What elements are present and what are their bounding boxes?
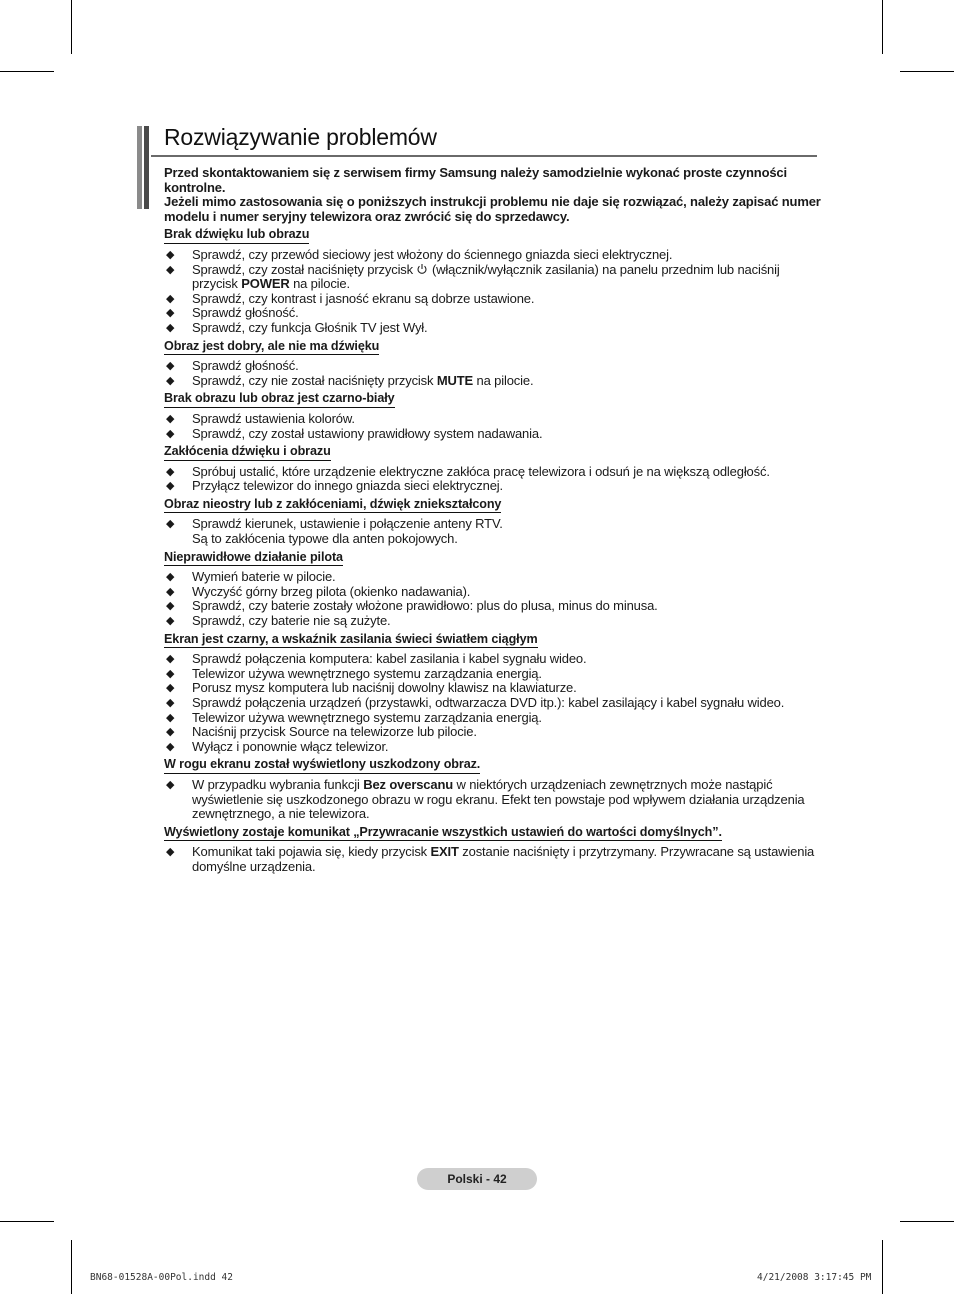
diamond-bullet-icon: ◆ [166, 667, 175, 680]
section-heading: Nieprawidłowe działanie pilota [164, 550, 343, 567]
troubleshooting-section [164, 336, 824, 389]
list-item [164, 614, 824, 629]
crop-mark [71, 0, 72, 54]
troubleshooting-section [164, 441, 824, 494]
bullet-list [164, 570, 824, 628]
item-continuation: Są to zakłócenia typowe dla anten pokojowych. [192, 531, 458, 547]
list-item [164, 292, 824, 307]
item-text: Sprawdź, czy kontrast i jasność ekranu są dobrze ustawione. [192, 290, 535, 306]
diamond-bullet-icon: ◆ [166, 427, 175, 440]
list-item [164, 681, 824, 696]
item-keyword: EXIT [430, 844, 459, 860]
item-text: Sprawdź, czy został naciśnięty przycisk [192, 261, 414, 277]
list-item [164, 248, 824, 263]
section-heading: Obraz nieostry lub z zakłóceniami, dźwięk zniekształcony [164, 497, 501, 514]
bullet-list [164, 248, 824, 336]
diamond-bullet-icon: ◆ [166, 697, 175, 709]
section-heading: Zakłócenia dźwięku i obrazu [164, 444, 331, 461]
item-text: na pilocie. [293, 276, 350, 292]
item-text: Sprawdź, czy baterie nie są zużyte. [192, 613, 391, 629]
list-item [164, 740, 824, 755]
section-heading: Brak obrazu lub obraz jest czarno-biały [164, 391, 395, 408]
list-item [164, 412, 824, 427]
list-item [164, 599, 824, 614]
item-text: Telewizor używa wewnętrznego systemu zarządzania energią. [192, 665, 542, 681]
item-keyword: Bez overscanu [363, 776, 454, 792]
diamond-bullet-icon: ◆ [166, 711, 175, 724]
list-item [164, 667, 824, 682]
list-item [164, 845, 824, 874]
list-item [164, 479, 824, 494]
item-text: Wymień baterie w pilocie. [192, 569, 336, 585]
sections [164, 224, 824, 874]
list-item [164, 711, 824, 726]
section-heading: Ekran jest czarny, a wskaźnik zasilania świeci światłem ciągłym [164, 632, 538, 649]
print-datetime: 4/21/2008 3:17:45 PM [757, 1272, 872, 1283]
item-text: Sprawdź kierunek, ustawienie i połączenie anteny RTV. [192, 516, 503, 532]
intro-line-2: Jeżeli mimo zastosowania się o poniższych instrukcji problemu nie daje się rozwiązać, należy zapisać numer modelu i numer seryjny telewizora oraz zwrócić się do sprzedawcy. [164, 194, 821, 224]
item-text: w niektórych urządzeniach zewnętrznych może nastąpić wyświetlenie się uszkodzonego obrazu w rogu ekranu. Efekt ten powstaje pod wpływem działania urządzenia zewnętrznego, a nie telewizora. [192, 776, 805, 822]
item-text: Sprawdź, czy baterie zostały włożone prawidłowo: plus do plusa, minus do minusa. [192, 598, 658, 614]
item-text: Spróbuj ustalić, które urządzenie elektryczne zakłóca pracę telewizora i odsuń je na większą odległość. [192, 463, 770, 479]
diamond-bullet-icon: ◆ [166, 518, 175, 531]
crop-mark [882, 0, 883, 54]
troubleshooting-section [164, 547, 824, 629]
item-text: W przypadku wybrania funkcji [192, 776, 360, 792]
diamond-bullet-icon: ◆ [166, 374, 175, 387]
item-text: Przyłącz telewizor do innego gniazda sieci elektrycznej. [192, 478, 503, 494]
list-item [164, 359, 824, 374]
item-keyword: MUTE [436, 372, 474, 388]
diamond-bullet-icon: ◆ [166, 778, 175, 791]
item-text: Sprawdź, czy przewód sieciowy jest włożony do ściennego gniazda sieci elektrycznej. [192, 246, 673, 262]
file-info: BN68-01528A-00Pol.indd 42 [90, 1272, 233, 1283]
troubleshooting-section [164, 754, 824, 821]
page-number-badge: Polski - 42 [417, 1168, 537, 1190]
item-text: Sprawdź połączenia urządzeń (przystawki, odtwarzacza DVD itp.): kabel zasilający i kabel sygnału wideo. [192, 695, 785, 710]
list-item [164, 696, 824, 711]
item-text: Sprawdź połączenia komputera: kabel zasilania i kabel sygnału wideo. [192, 651, 587, 667]
crop-mark [71, 1240, 72, 1294]
list-item [164, 263, 824, 292]
page-title: Rozwiązywanie problemów [164, 124, 437, 150]
section-heading: Obraz jest dobry, ale nie ma dźwięku [164, 339, 379, 356]
diamond-bullet-icon: ◆ [166, 465, 175, 478]
item-text: Sprawdź, czy nie został naciśnięty przycisk [192, 372, 434, 388]
crop-mark [0, 71, 54, 72]
diamond-bullet-icon: ◆ [166, 412, 175, 425]
item-text: Telewizor używa wewnętrznego systemu zarządzania energią. [192, 709, 542, 725]
item-text: Sprawdź, czy funkcja Głośnik TV jest Wył. [192, 319, 428, 335]
item-text: na pilocie. [476, 372, 534, 388]
diamond-bullet-icon: ◆ [166, 682, 175, 695]
item-text: (włącznik/wyłącznik zasilania) na panelu przednim lub naciśnij przycisk [192, 261, 780, 292]
intro-line-1: Przed skontaktowaniem się z serwisem firmy Samsung należy samodzielnie wykonać proste czynności kontrolne. [164, 165, 787, 195]
diamond-bullet-icon: ◆ [166, 585, 175, 598]
section-marker [137, 126, 151, 209]
crop-mark [882, 1240, 883, 1294]
title-rule [151, 155, 817, 157]
diamond-bullet-icon: ◆ [166, 571, 175, 584]
diamond-bullet-icon: ◆ [166, 263, 175, 276]
item-text: Porusz mysz komputera lub naciśnij dowolny klawisz na klawiaturze. [192, 680, 577, 696]
crop-mark [900, 71, 954, 72]
bullet-list [164, 517, 824, 546]
troubleshooting-section [164, 388, 824, 441]
item-text: Sprawdź ustawienia kolorów. [192, 410, 355, 426]
item-text: Naciśnij przycisk Source na telewizorze lub pilocie. [192, 724, 477, 740]
item-text: Wyczyść górny brzeg pilota (okienko nadawania). [192, 583, 471, 599]
intro [164, 166, 824, 224]
section-heading: W rogu ekranu został wyświetlony uszkodzony obraz. [164, 757, 480, 774]
crop-mark [0, 1221, 54, 1222]
list-item [164, 321, 824, 336]
bullet-list [164, 652, 824, 754]
power-icon [416, 263, 428, 275]
diamond-bullet-icon: ◆ [166, 615, 175, 628]
item-text: zostanie naciśnięty i przytrzymany. Przywracane są ustawienia domyślne urządzenia. [192, 844, 815, 874]
list-item [164, 517, 824, 546]
list-item [164, 306, 824, 321]
diamond-bullet-icon: ◆ [166, 600, 175, 613]
list-item [164, 465, 824, 480]
section-heading: Brak dźwięku lub obrazu [164, 227, 309, 244]
troubleshooting-section [164, 629, 824, 755]
list-item [164, 585, 824, 600]
troubleshooting-section [164, 494, 824, 547]
bullet-list [164, 412, 824, 441]
item-text: Sprawdź głośność. [192, 358, 299, 374]
section-heading: Wyświetlony zostaje komunikat „Przywracanie wszystkich ustawień do wartości domyślnych”. [164, 825, 722, 842]
list-item [164, 778, 824, 822]
diamond-bullet-icon: ◆ [166, 480, 175, 493]
troubleshooting-section [164, 822, 824, 875]
item-keyword: POWER [241, 276, 290, 292]
list-item [164, 427, 824, 442]
list-item [164, 374, 824, 389]
list-item [164, 652, 824, 667]
diamond-bullet-icon: ◆ [166, 740, 175, 753]
diamond-bullet-icon: ◆ [166, 292, 175, 305]
item-text: Sprawdź głośność. [192, 305, 299, 321]
diamond-bullet-icon: ◆ [166, 248, 175, 261]
diamond-bullet-icon: ◆ [166, 307, 175, 320]
list-item [164, 570, 824, 585]
diamond-bullet-icon: ◆ [166, 846, 175, 859]
item-text: Wyłącz i ponownie włącz telewizor. [192, 738, 389, 754]
crop-mark [900, 1221, 954, 1222]
troubleshooting-section [164, 224, 824, 335]
item-text: Sprawdź, czy został ustawiony prawidłowy system nadawania. [192, 425, 543, 441]
diamond-bullet-icon: ◆ [166, 726, 175, 739]
bullet-list [164, 359, 824, 388]
diamond-bullet-icon: ◆ [166, 653, 175, 666]
bullet-list [164, 845, 824, 874]
diamond-bullet-icon: ◆ [166, 321, 175, 334]
troubleshooting-content [164, 166, 824, 875]
list-item [164, 725, 824, 740]
bullet-list [164, 778, 824, 822]
bullet-list [164, 465, 824, 494]
diamond-bullet-icon: ◆ [166, 360, 175, 373]
item-text: Komunikat taki pojawia się, kiedy przycisk [192, 844, 428, 860]
